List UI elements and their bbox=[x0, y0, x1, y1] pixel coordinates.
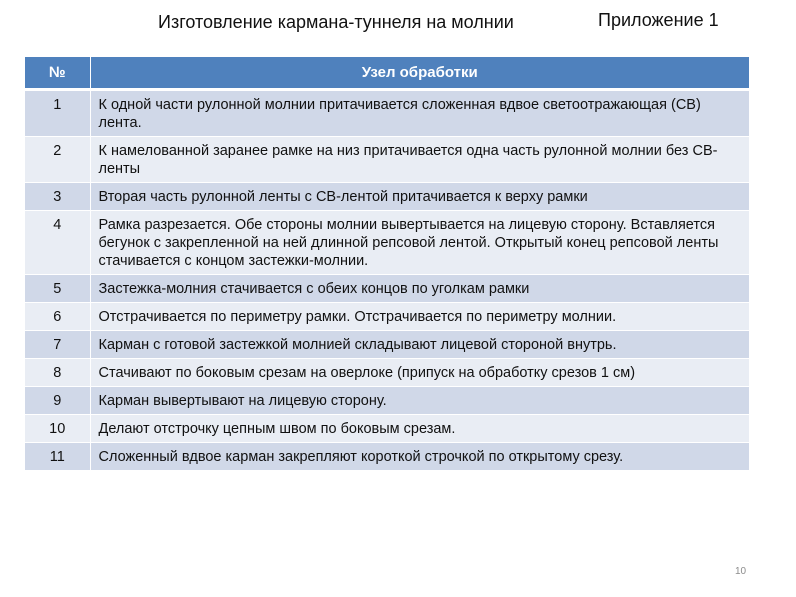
step-description: Карман вывертывают на лицевую сторону. bbox=[90, 387, 749, 415]
page-number: 10 bbox=[735, 566, 747, 577]
step-description: Застежка-молния стачивается с обеих концов по уголкам рамки bbox=[90, 275, 749, 303]
step-number: 4 bbox=[25, 211, 90, 275]
step-number: 9 bbox=[25, 387, 90, 415]
step-number: 1 bbox=[25, 90, 90, 137]
step-description: Рамка разрезается. Обе стороны молнии вывертывается на лицевую сторону. Вставляется бегунок с закрепленной на ней длинной репсовой лентой. Открытый конец репсовой ленты стачивается с концом застежки-молнии. bbox=[90, 211, 749, 275]
step-number: 8 bbox=[25, 359, 90, 387]
table-row bbox=[25, 211, 749, 275]
step-number: 6 bbox=[25, 303, 90, 331]
step-description: Делают отстрочку цепным швом по боковым срезам. bbox=[90, 415, 749, 443]
table-row bbox=[25, 303, 749, 331]
step-description: К одной части рулонной молнии притачивается сложенная вдвое светоотражающая (СВ) лента. bbox=[90, 90, 749, 137]
table-row bbox=[25, 359, 749, 387]
step-description: Карман с готовой застежкой молнией складывают лицевой стороной внутрь. bbox=[90, 331, 749, 359]
slide-title: Изготовление кармана-туннеля на молнии bbox=[158, 12, 514, 32]
table-row bbox=[25, 183, 749, 211]
table-header-row bbox=[25, 57, 749, 90]
step-number: 2 bbox=[25, 137, 90, 183]
table-row bbox=[25, 275, 749, 303]
step-number: 10 bbox=[25, 415, 90, 443]
step-description: Отстрачивается по периметру рамки. Отстрачивается по периметру молнии. bbox=[90, 303, 749, 331]
table-row bbox=[25, 90, 749, 137]
processing-steps-table bbox=[25, 57, 749, 471]
step-number: 7 bbox=[25, 331, 90, 359]
table-row bbox=[25, 331, 749, 359]
step-number: 11 bbox=[25, 443, 90, 471]
table-row bbox=[25, 443, 749, 471]
step-description: К намелованной заранее рамке на низ притачивается одна часть рулонной молнии без СВ-ленты bbox=[90, 137, 749, 183]
table-row bbox=[25, 137, 749, 183]
step-description: Стачивают по боковым срезам на оверлоке (припуск на обработку срезов 1 см) bbox=[90, 359, 749, 387]
step-description: Вторая часть рулонной ленты с СВ-лентой притачивается к верху рамки bbox=[90, 183, 749, 211]
appendix-label: Приложение 1 bbox=[598, 10, 719, 30]
table-row bbox=[25, 387, 749, 415]
table-row bbox=[25, 415, 749, 443]
step-number: 5 bbox=[25, 275, 90, 303]
step-number: 3 bbox=[25, 183, 90, 211]
number-column-header: № bbox=[25, 57, 90, 90]
step-description: Сложенный вдвое карман закрепляют короткой строчкой по открытому срезу. bbox=[90, 443, 749, 471]
step-column-header: Узел обработки bbox=[90, 57, 749, 90]
